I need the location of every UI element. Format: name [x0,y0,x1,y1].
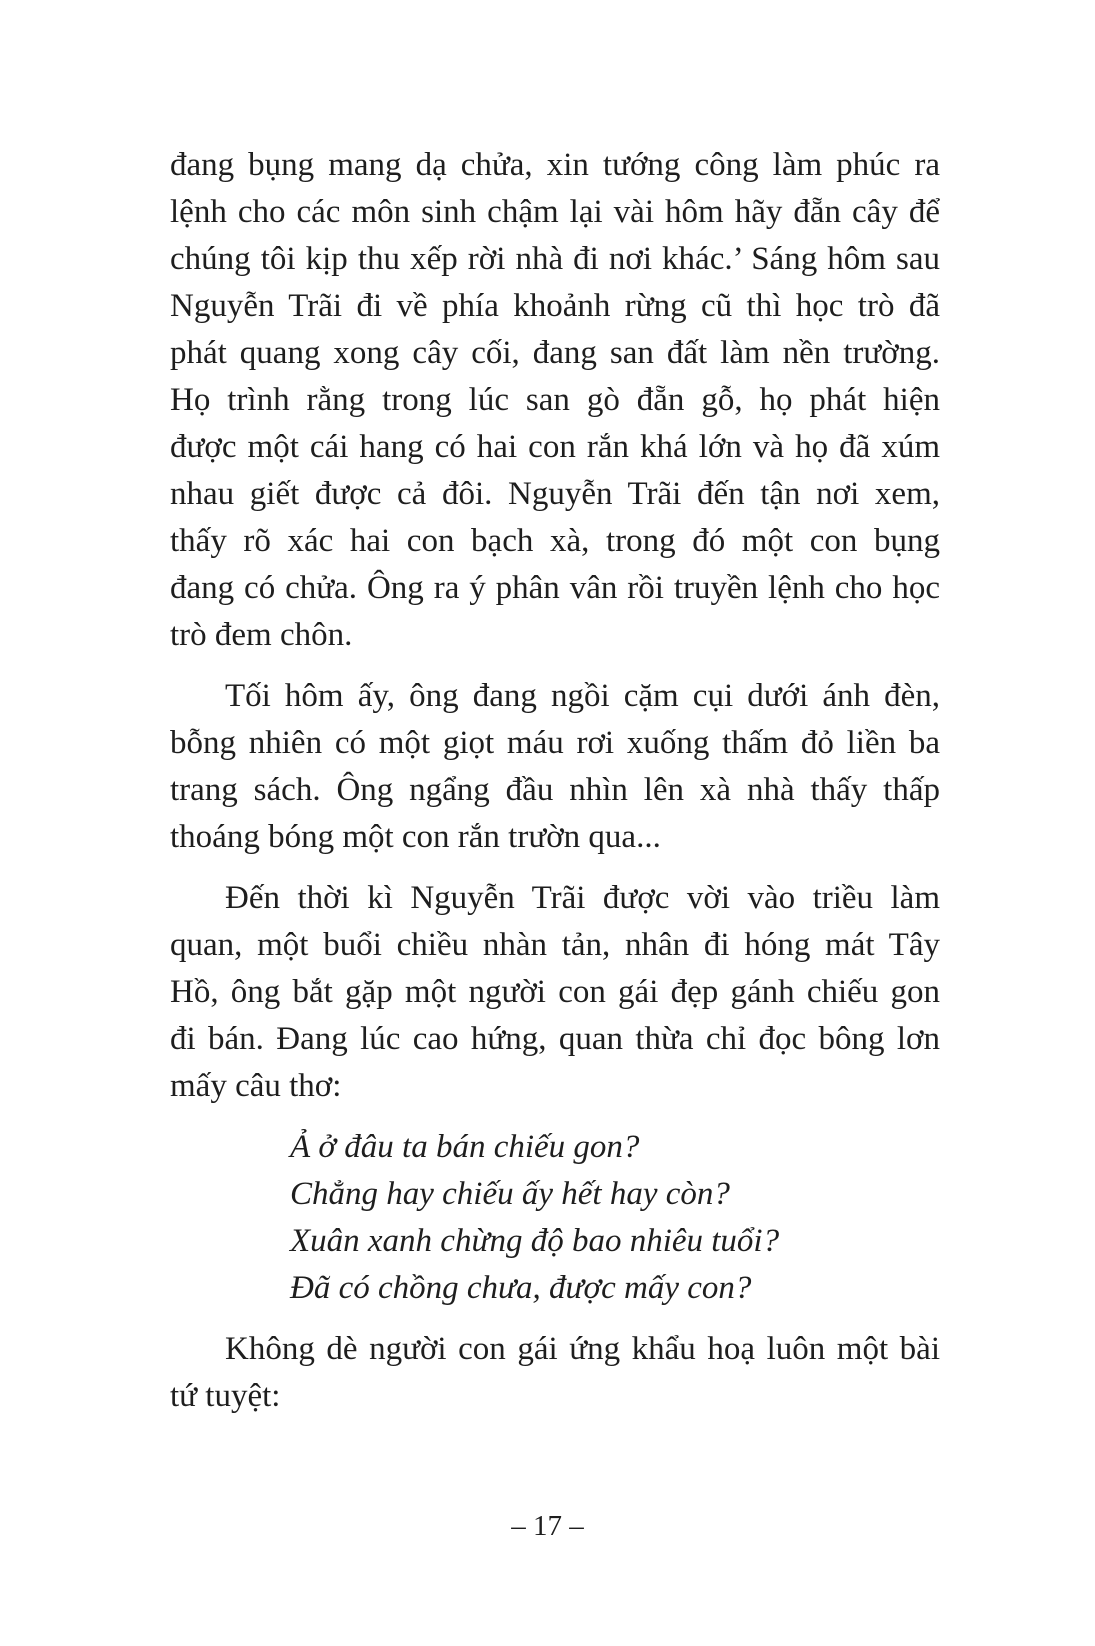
page-text-block [170,142,940,1420]
text-line: trang sách. Ông ngẩng đầu nhìn lên xà nhà thấy thấp [170,772,940,808]
paragraph [170,673,940,861]
text-line: Hồ, ông bắt gặp một người con gái đẹp gánh chiếu gon [170,974,940,1010]
text-line: đang có chửa. Ông ra ý phân vân rồi truyền lệnh cho học [170,570,940,606]
text-line: đi bán. Đang lúc cao hứng, quan thừa chỉ đọc bông lơn [170,1021,940,1057]
poem-line: Xuân xanh chừng độ bao nhiêu tuổi? [290,1223,780,1259]
text-line: quan, một buổi chiều nhàn tản, nhân đi hóng mát Tây [170,927,940,963]
poem-stanza [170,1124,940,1312]
poem-line: Chẳng hay chiếu ấy hết hay còn? [290,1176,730,1212]
text-line: trò đem chôn. [170,617,353,653]
text-line: Họ trình rằng trong lúc san gò đẵn gỗ, họ phát hiện [170,382,940,418]
paragraph [170,875,940,1110]
page-number: – 17 – [511,1510,584,1542]
text-line: đang bụng mang dạ chửa, xin tướng công làm phúc ra [170,147,940,183]
text-line: tứ tuyệt: [170,1378,281,1414]
text-line: Tối hôm ấy, ông đang ngồi cặm cụi dưới ánh đèn, [225,678,940,714]
text-line: mấy câu thơ: [170,1068,342,1104]
poem-line: Đã có chồng chưa, được mấy con? [290,1270,752,1306]
text-line: nhau giết được cả đôi. Nguyễn Trãi đến tận nơi xem, [170,476,940,512]
text-line: Không dè người con gái ứng khẩu hoạ luôn một bài [225,1331,940,1367]
text-line: thoáng bóng một con rắn trườn qua... [170,819,661,855]
text-line: Đến thời kì Nguyễn Trãi được vời vào triều làm [225,880,940,916]
text-line: thấy rõ xác hai con bạch xà, trong đó một con bụng [170,523,940,559]
text-line: phát quang xong cây cối, đang san đất làm nền trường. [170,335,940,371]
text-line: được một cái hang có hai con rắn khá lớn và họ đã xúm [170,429,940,465]
text-line: lệnh cho các môn sinh chậm lại vài hôm hãy đẵn cây để [170,194,940,230]
text-line: Nguyễn Trãi đi về phía khoảnh rừng cũ thì học trò đã [170,288,940,324]
poem-line: Ả ở đâu ta bán chiếu gon? [290,1129,640,1165]
paragraph [170,142,940,659]
text-line: bỗng nhiên có một giọt máu rơi xuống thấm đỏ liền ba [170,725,940,761]
paragraph [170,1326,940,1420]
text-line: chúng tôi kịp thu xếp rời nhà đi nơi khác.’ Sáng hôm sau [170,241,940,277]
